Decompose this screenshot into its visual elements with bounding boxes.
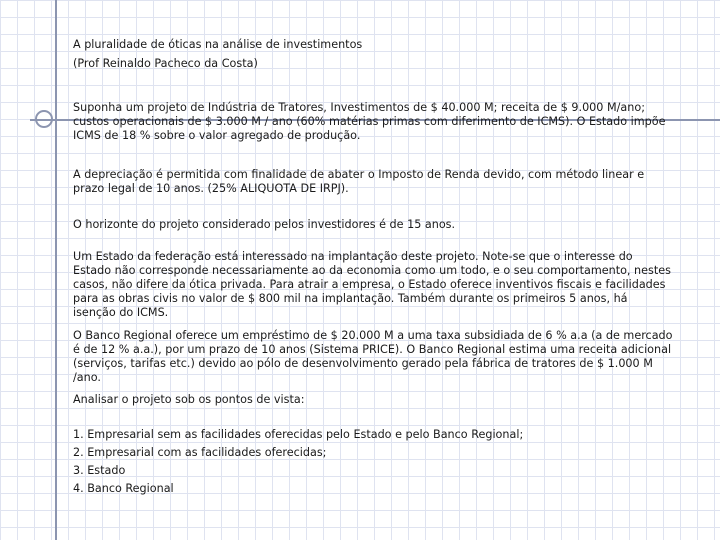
title-line-1: A pluralidade de óticas na análise de investimentos (73, 38, 363, 51)
list-item: 4. Banco Regional (73, 482, 174, 495)
paragraph-horizon: O horizonte do projeto considerado pelos investidores é de 15 anos. (73, 218, 456, 231)
list-item: 2. Empresarial com as facilidades oferecidas; (73, 446, 327, 459)
list-item: 3. Estado (73, 464, 126, 477)
slide-title (73, 35, 673, 73)
decorative-circle (35, 110, 53, 128)
paragraph-analysis: Analisar o projeto sob os pontos de vista: (73, 393, 305, 406)
paragraph-depreciation: A depreciação é permitida com finalidade de abater o Imposto de Renda devido, com método linear e prazo legal de 10 anos. (25% ALIQUOTA DE IRPJ). (73, 168, 645, 195)
paragraph-project: Suponha um projeto de Indústria de Tratores, Investimentos de $ 40.000 M; receita de $ 9.000 M/ano; custos operacionais de $ 3.000 M / ano (60% matérias primas com diferimento de ICMS). O Estado impõe ICMS de 18 % sobre o valor agregado de produção. (73, 101, 666, 142)
list-item: 1. Empresarial sem as facilidades oferecidas pelo Estado e pelo Banco Regional; (73, 428, 524, 441)
viewpoint-list (73, 426, 673, 498)
paragraph-bank: O Banco Regional oferece um empréstimo de $ 20.000 M a uma taxa subsidiada de 6 % a.a (a de mercado é de 12 % a.a.), por um prazo de 10 anos (Sistema PRICE). O Banco Regional estima uma receita adicional (serviços, tarifas etc.) devido ao pólo de desenvolvimento gerado pela fábrica de tratores de $ 1.000 M /ano. (73, 329, 673, 384)
title-line-2: (Prof Reinaldo Pacheco da Costa) (73, 57, 258, 70)
paragraph-state: Um Estado da federação está interessado na implantação deste projeto. Note-se que o interesse do Estado não corresponde necessariamente ao da economia como um todo, e o seu comportamento, nestes casos, não difere da ótica privada. Para atrair a empresa, o Estado oferece inventivos fiscais e facilidades para as obras civis no valor de $ 800 mil na implantação. Também durante os primeiros 5 anos, há isenção do ICMS. (73, 250, 671, 319)
decorative-vertical-line (55, 0, 57, 540)
